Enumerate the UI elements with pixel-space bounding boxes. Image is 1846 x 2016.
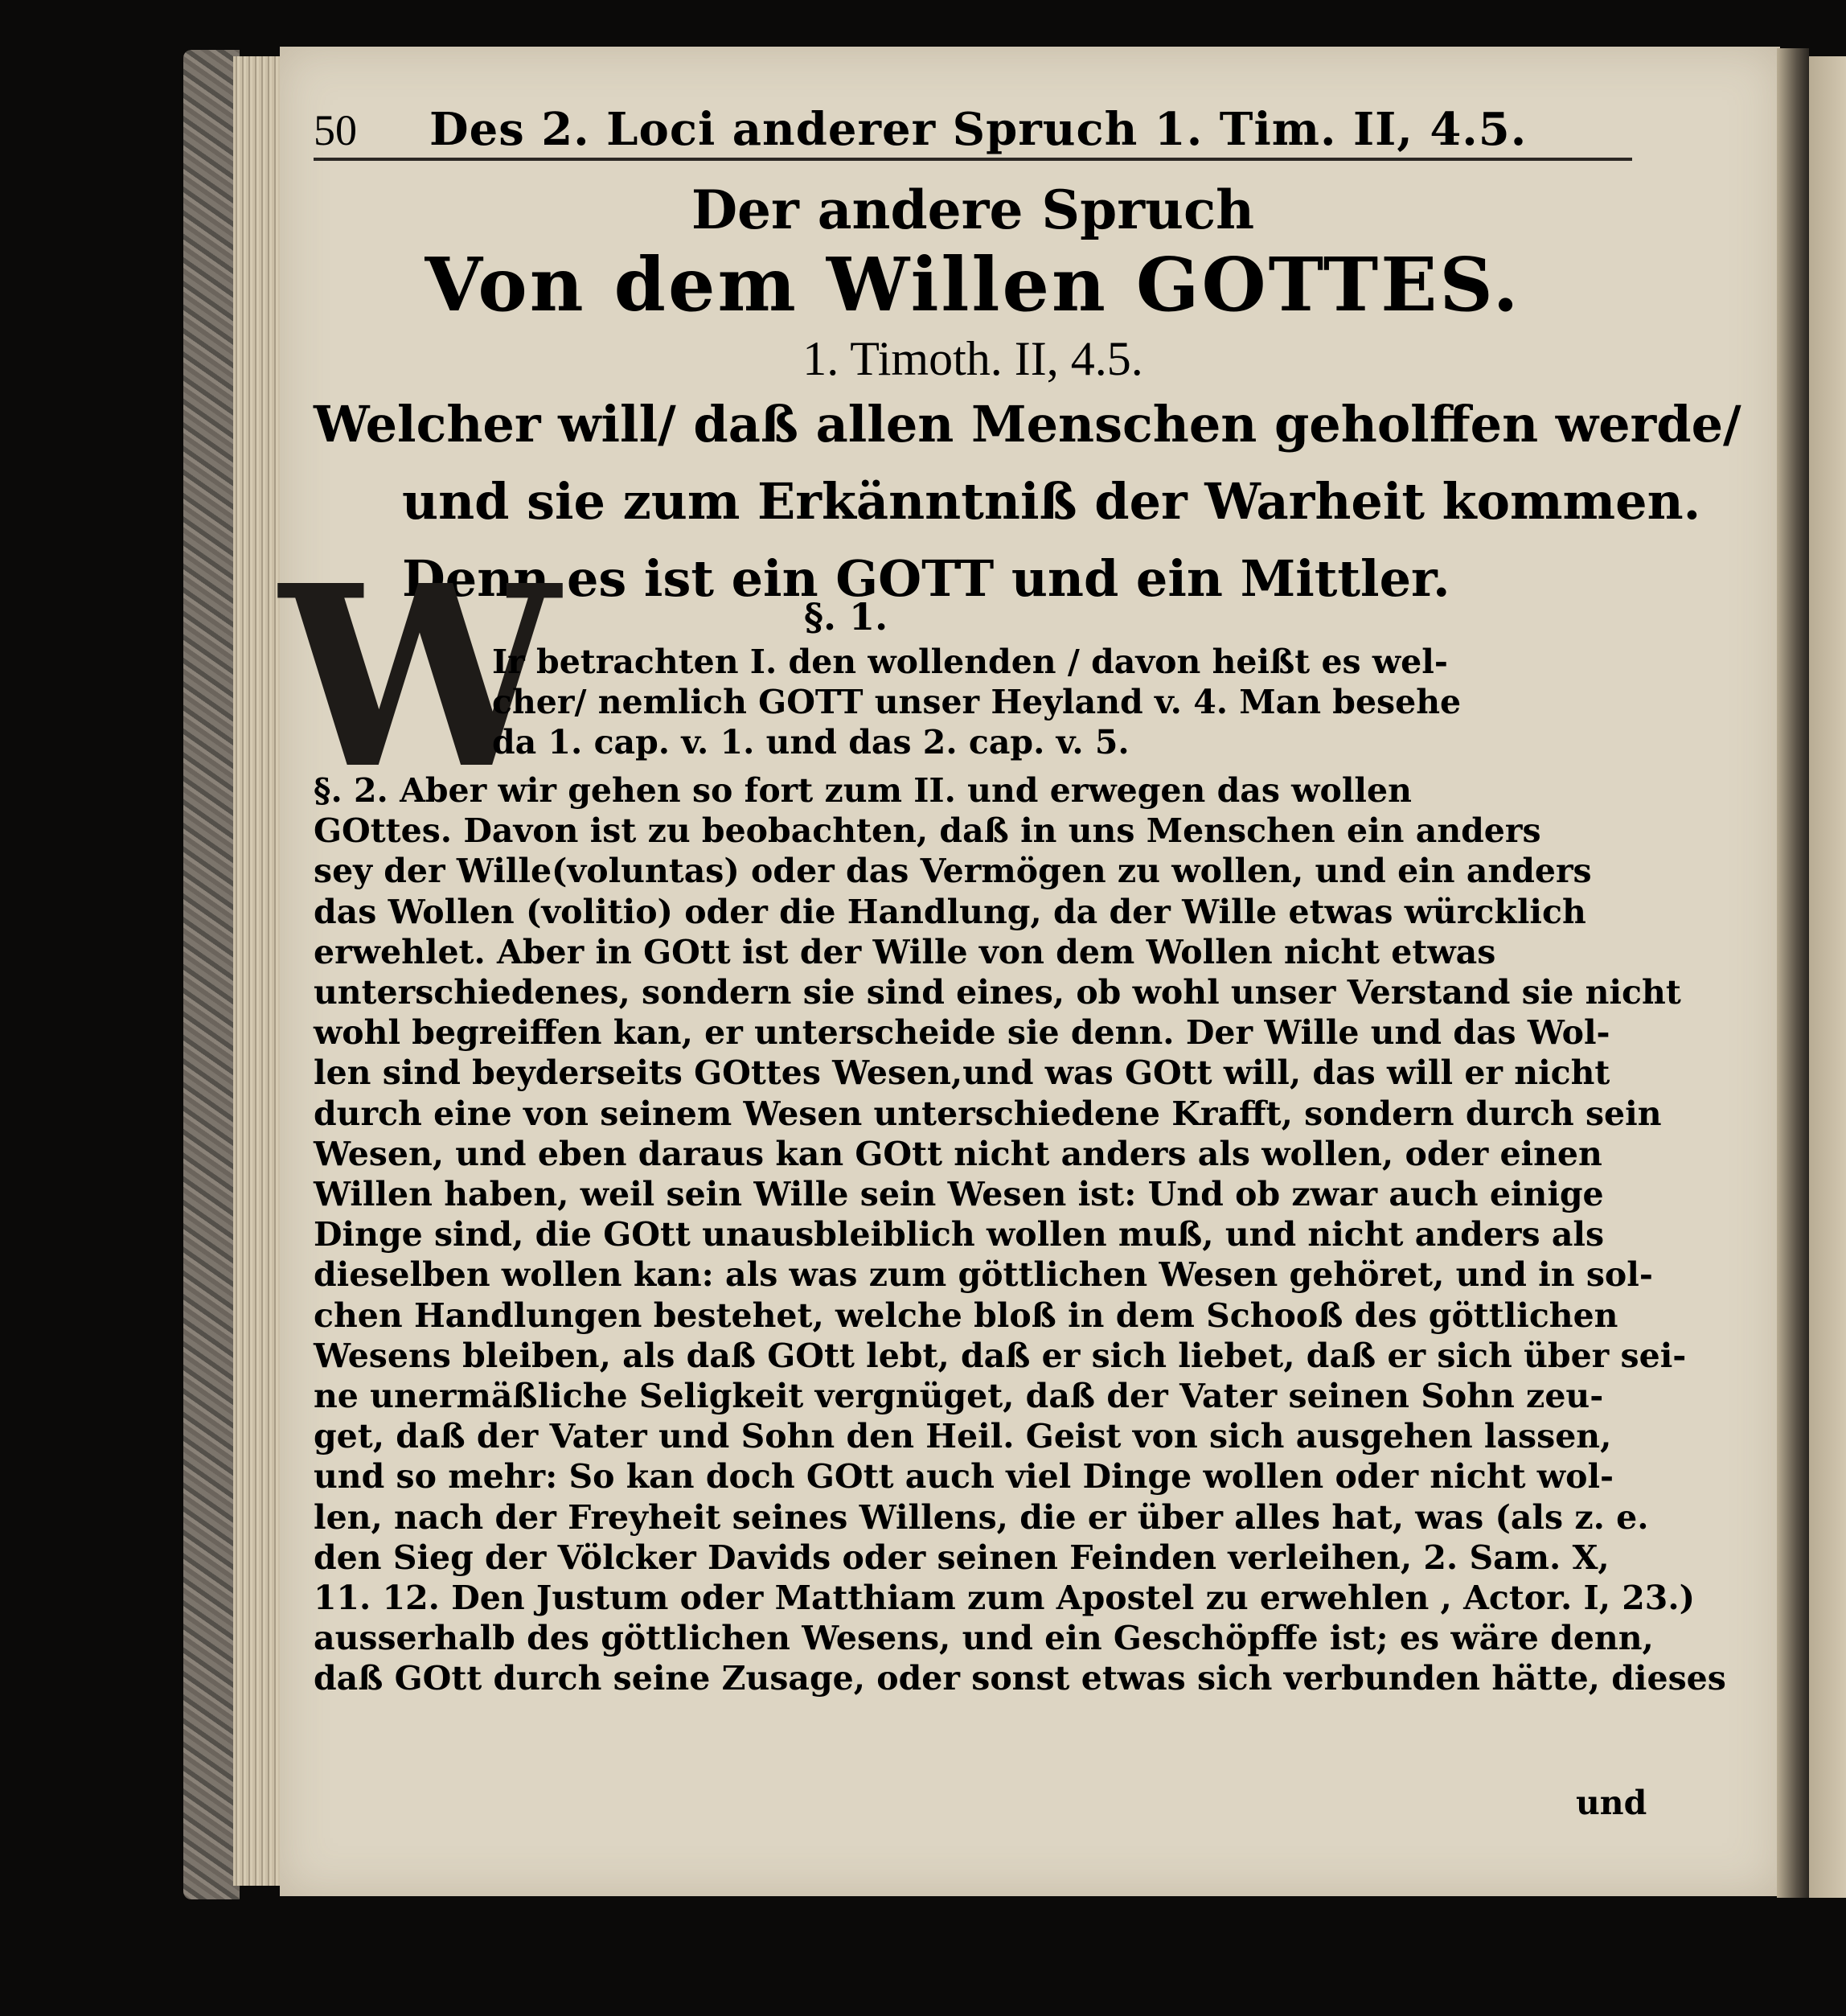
catchword: und <box>1576 1784 1647 1822</box>
text-line: und so mehr: So kan doch GOtt auch viel Dinge wollen oder nicht wol- <box>314 1457 1614 1497</box>
chapter-title-line-2: Von dem Willen GOTTES. <box>425 241 1521 328</box>
text-line: den Sieg der Völcker Davids oder seinen Feinden verleihen, 2. Sam. X, <box>314 1538 1610 1577</box>
text-line: get, daß der Vater und Sohn den Heil. Geist von sich ausgehen lassen, <box>314 1417 1612 1456</box>
section-mark: §. 1. <box>804 595 888 638</box>
text-line: chen Handlungen bestehet, welche bloß in dem Schooß des göttlichen <box>314 1295 1618 1335</box>
drop-cap-letter: W <box>280 532 560 824</box>
text-line: Wesen, und eben daraus kan GOtt nicht anders als wollen, oder einen <box>314 1134 1602 1173</box>
text-line: unterschiedenes, sondern sie sind eines, ob wohl unser Verstand sie nicht <box>314 973 1681 1012</box>
text-line: sey der Wille(voluntas) oder das Vermögen zu wollen, und ein anders <box>314 852 1592 891</box>
text-line: cher/ nemlich GOTT unser Heyland v. 4. Man besehe <box>492 683 1462 721</box>
text-line: ausserhalb des göttlichen Wesens, und ein Geschöpffe ist; es wäre denn, <box>314 1619 1654 1658</box>
text-line: Dinge sind, die GOtt unausbleiblich wollen muß, und nicht anders als <box>314 1215 1605 1254</box>
text-line: ne unermäßliche Seligkeit vergnüget, daß der Vater seinen Sohn zeu- <box>314 1377 1604 1416</box>
gutter-shadow <box>1777 48 1809 1898</box>
verse-line: Denn es ist ein GOTT und ein Mittler. <box>402 549 1450 608</box>
text-line: Wesens bleiben, als daß GOtt lebt, daß er sich liebet, daß er sich über sei- <box>314 1336 1687 1375</box>
text-line: GOttes. Davon ist zu beobachten, daß in uns Menschen ein anders <box>314 811 1541 851</box>
verse-line: Welcher will/ daß allen Menschen geholffen werde/ <box>314 395 1741 454</box>
text-line: durch eine von seinem Wesen unterschiedene Krafft, sondern durch sein <box>314 1094 1662 1133</box>
chapter-title-line-1: Der andere Spruch <box>691 179 1255 241</box>
running-head-title: Des 2. Loci anderer Spruch 1. Tim. II, 4.5. <box>429 103 1528 156</box>
page-edges <box>233 56 280 1886</box>
text-line: §. 2. Aber wir gehen so fort zum II. und erwegen das wollen <box>314 771 1412 810</box>
facing-page-edge <box>1809 56 1846 1898</box>
text-line: Ir betrachten I. den wollenden / davon heißt es wel- <box>492 643 1448 681</box>
drop-cap <box>280 532 560 824</box>
verse-line: und sie zum Erkänntniß der Warheit kommen. <box>402 472 1701 531</box>
marbled-cover <box>183 50 240 1899</box>
text-line: wohl begreiffen kan, er unterscheide sie denn. Der Wille und das Wol- <box>314 1013 1610 1053</box>
text-line: 11. 12. Den Justum oder Matthiam zum Apostel zu erwehlen , Actor. I, 23.) <box>314 1579 1695 1618</box>
text-line: da 1. cap. v. 1. und das 2. cap. v. 5. <box>492 723 1130 762</box>
scripture-reference: 1. Timoth. II, 4.5. <box>802 332 1143 385</box>
text-line: daß GOtt durch seine Zusage, oder sonst etwas sich verbunden hätte, dieses <box>314 1659 1726 1698</box>
body-text <box>314 770 1726 1699</box>
running-head <box>314 103 1632 156</box>
text-line: len, nach der Freyheit seines Willens, die er über alles hat, was (als z. e. <box>314 1497 1649 1537</box>
text-line: Willen haben, weil sein Wille sein Wesen ist: Und ob zwar auch einige <box>314 1175 1604 1214</box>
page-number: 50 <box>314 106 357 154</box>
intro-paragraph <box>492 642 1642 762</box>
text-line: dieselben wollen kan: als was zum göttlichen Wesen gehöret, und in sol- <box>314 1255 1653 1295</box>
text-line: erwehlet. Aber in GOtt ist der Wille von dem Wollen nicht etwas <box>314 932 1496 971</box>
header-rule <box>314 158 1632 161</box>
text-line: das Wollen (volitio) oder die Handlung, da der Wille etwas würcklich <box>314 892 1586 931</box>
text-line: len sind beyderseits GOttes Wesen,und was GOtt will, das will er nicht <box>314 1053 1610 1093</box>
